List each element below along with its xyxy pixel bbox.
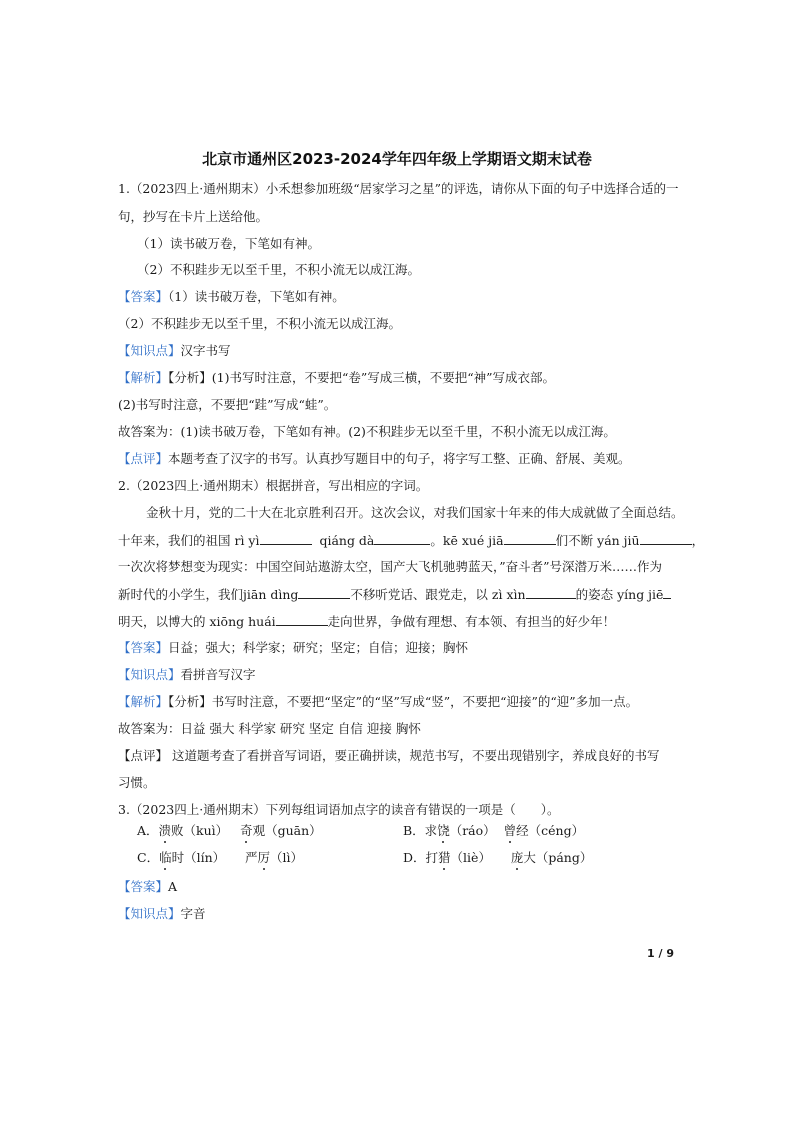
dotted-char: 厉 [257, 850, 271, 865]
q2-pinyin-yanjiu: yán jiū [597, 533, 640, 548]
answer-tag: 【答案】 [118, 879, 169, 894]
q2-analysis-line2: 故答案为：日益 强大 科学家 研究 坚定 自信 迎接 胸怀 [118, 721, 421, 736]
dotted-char: 曾 [503, 823, 517, 838]
q2-text: 明天，以博大的 [118, 614, 206, 629]
q1-knowledge-text: 汉字书写 [180, 343, 231, 358]
q3-option-text: 时（lín） [171, 850, 226, 865]
q3-option-text: 大（páng） [523, 850, 593, 865]
q2-text: 十年来，我们的祖国 [118, 533, 231, 548]
q2-pinyin-jianding: jiān dìng [243, 587, 299, 602]
q2-passage-line1: 金秋十月，党的二十大在北京胜利召开。这次会议，对我们国家十年来的伟大成就做了全面总结。 [146, 505, 684, 520]
q3-option-label: C． [137, 850, 160, 865]
q1-answer-line2: （2）不积跬步无以至千里，不积小流无以成江海。 [118, 316, 401, 331]
q2-pinyin-riyi: rì yì [230, 533, 260, 548]
q2-stem: 2.（2023四上·通州期末）根据拼音，写出相应的字词。 [118, 478, 429, 493]
q3-option-c [137, 850, 303, 866]
q3-option-a [137, 823, 322, 839]
q3-option-text: 观（guān） [252, 823, 322, 838]
knowledge-tag: 【知识点】 [118, 906, 181, 921]
q3-option-label: B．求 [403, 823, 438, 838]
q2-text: 不移听党话、跟党走，以 [350, 587, 488, 602]
q2-text: 新时代的小学生，我们 [118, 587, 244, 602]
q2-passage-line5 [118, 613, 688, 630]
q3-stem: 3.（2023四上·通州期末）下列每组词语加点字的读音有错误的一项是（ ）。 [118, 802, 560, 817]
q2-analysis-line1: 【分析】书写时注意，不要把“坚定”的“坚”写成“竖”，不要把“迎接”的“迎”多加一点。 [168, 694, 639, 709]
q2-text: ， [691, 533, 705, 548]
q2-passage-line3: 一次次将梦想变为现实：中国空间站遨游太空，国产大飞机驰骋蓝天，”奋斗者”号深潜万米……作为 [118, 559, 663, 574]
document-title: 北京市通州区2023-2024学年四年级上学期语文期末试卷 [202, 150, 592, 168]
q3-option-label: D．打 [403, 850, 439, 865]
q1-stem-line2: 句，抄写在卡片上送给他。 [118, 209, 269, 224]
q2-answer-blank-4[interactable] [640, 532, 692, 545]
comment-tag: 【点评】 [118, 748, 169, 763]
q3-option-text: 严 [245, 850, 258, 865]
q2-pinyin-kexuejia: 。kē xué jiā [430, 533, 504, 548]
q2-text: 走向世界，争做有理想、有本领、有担当的好少年！ [327, 614, 616, 629]
q3-option-d [403, 850, 592, 866]
q1-analysis-line3: 故答案为：(1)读书破万卷，下笔如有神。(2)不积跬步无以至千里，不积小流无以成江海。 [118, 424, 616, 439]
knowledge-tag: 【知识点】 [118, 343, 181, 358]
q2-answer-blank-2[interactable] [374, 532, 430, 545]
dotted-char: 猎 [438, 850, 451, 865]
q1-analysis-line1: 【分析】(1)书写时注意，不要把“卷”写成三横，不要把“神”写成衣部。 [168, 370, 556, 385]
q1-knowledge [118, 343, 688, 359]
comment-tag: 【点评】 [118, 451, 169, 466]
q2-comment-line2: 习惯。 [118, 775, 156, 790]
q2-pinyin-zixin: zì xìn [491, 587, 526, 602]
q3-option-text: （liè） [450, 850, 491, 865]
q3-option-label: A． [137, 823, 159, 838]
q1-stem-line1: 1.（2023四上·通州期末）小禾想参加班级“居家学习之星”的评选，请你从下面的句子中选择合适的一 [118, 181, 679, 196]
q1-analysis-line2: (2)书写时注意，不要把“跬”写成“蛙”。 [118, 397, 337, 412]
analysis-tag: 【解析】 [118, 370, 169, 385]
page-number: 1 / 9 [647, 947, 674, 960]
q3-knowledge-text: 字音 [180, 906, 206, 921]
q2-answer-blank-5[interactable] [298, 586, 350, 599]
dotted-char: 临 [159, 850, 172, 865]
q2-pinyin-xionghuai: xiōng huái [209, 614, 276, 629]
q2-analysis [118, 694, 688, 710]
q2-answer-blank-7[interactable] [663, 586, 671, 599]
q2-answer-blank-8[interactable] [276, 613, 328, 626]
q2-answer [118, 640, 688, 656]
q3-option-text: 经（céng） [516, 823, 585, 838]
q1-comment [118, 451, 688, 467]
q3-answer-text: A [168, 879, 178, 894]
q3-option-b [403, 823, 584, 839]
dotted-char: 溃 [158, 823, 172, 838]
q2-answer-blank-1[interactable] [260, 532, 312, 545]
q3-option-text: 败（kuì） [171, 823, 229, 838]
q3-option-text: （lì） [270, 850, 304, 865]
q1-analysis [118, 370, 688, 386]
q2-answer-blank-6[interactable] [526, 586, 576, 599]
q2-answer-blank-3[interactable] [504, 532, 556, 545]
q2-comment [118, 748, 688, 764]
q1-comment-text: 本题考查了汉字的书写。认真抄写题目中的句子，将字写工整、正确、舒展、美观。 [168, 451, 631, 466]
q1-answer-line1: （1）读书破万卷，下笔如有神。 [168, 289, 345, 304]
dotted-char: 庞 [510, 850, 524, 865]
dotted-char: 饶 [437, 823, 450, 838]
q2-answer-text: 日益；强大；科学家；研究；坚定；自信；迎接；胸怀 [168, 640, 469, 655]
q1-option-1: （1）读书破万卷，下笔如有神。 [137, 236, 320, 251]
q2-text: 的姿态 [575, 587, 614, 602]
q2-comment-line1: 这道题考查了看拼音写词语，要正确拼读，规范书写，不要出现错别字，养成良好的书写 [168, 748, 660, 763]
q2-pinyin-qiangda: qiáng dà [319, 533, 375, 548]
q2-passage-line4 [118, 586, 688, 603]
q2-passage-line2 [118, 532, 705, 549]
dotted-char: 奇 [240, 823, 253, 838]
answer-tag: 【答案】 [118, 289, 169, 304]
q2-text: 们不断 [555, 533, 594, 548]
answer-tag: 【答案】 [118, 640, 169, 655]
knowledge-tag: 【知识点】 [118, 667, 181, 682]
q2-knowledge-text: 看拼音写汉字 [180, 667, 256, 682]
q3-knowledge [118, 906, 688, 922]
q1-answer [118, 289, 688, 305]
q1-option-2: （2）不积跬步无以至千里，不积小流无以成江海。 [137, 262, 420, 277]
q2-pinyin-yingjie: yíng jiē [617, 587, 664, 602]
q3-answer [118, 879, 688, 895]
q3-option-text: （ráo） [449, 823, 496, 838]
q2-knowledge [118, 667, 688, 683]
analysis-tag: 【解析】 [118, 694, 169, 709]
